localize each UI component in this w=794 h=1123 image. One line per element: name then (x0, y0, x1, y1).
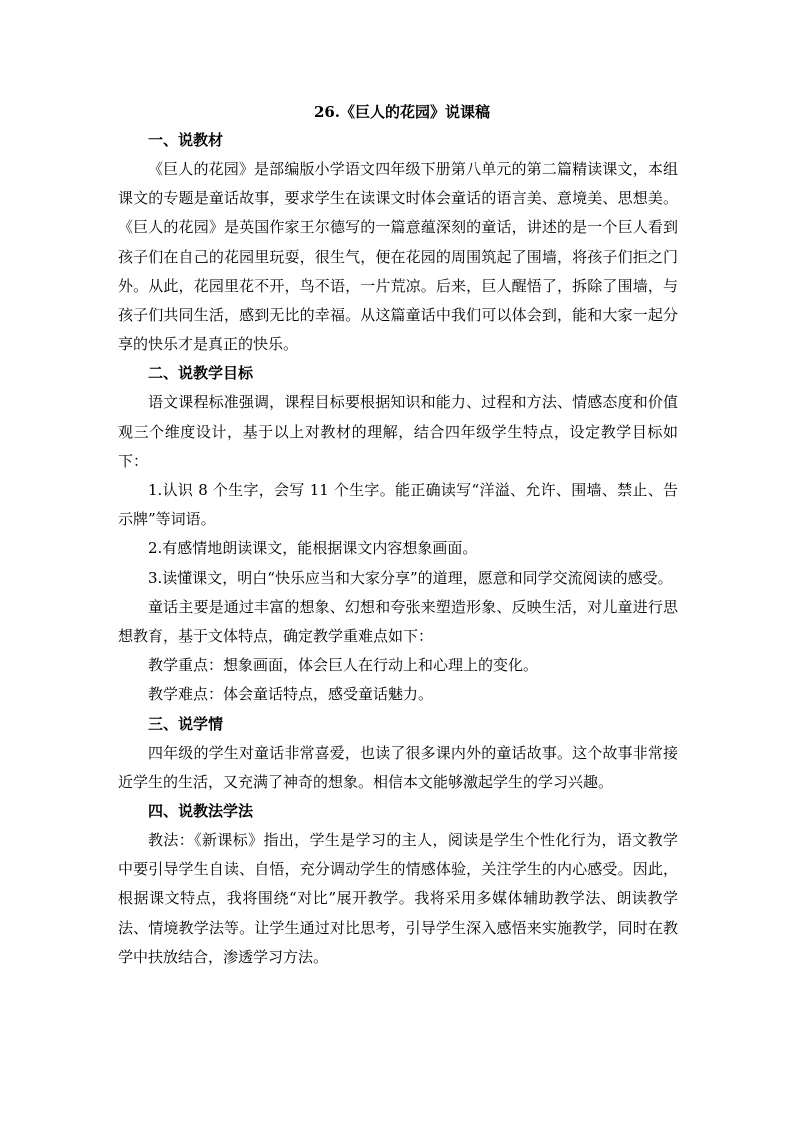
section-heading: 四、说教法学法 (148, 802, 254, 821)
section-textbook (118, 126, 678, 359)
paragraph: 四年级的学生对童话非常喜爱，也读了很多课内外的童话故事。这个故事非常接近学生的生活，又充满了神奇的想象。相信本文能够激起学生的学习兴趣。 (118, 743, 678, 791)
document-page (118, 99, 678, 972)
paragraph: 教法：《新课标》指出，学生是学习的主人，阅读是学生个性化行为，语文教学中要引导学生自读、自悟，充分调动学生的情感体验，关注学生的内心感受。因此，根据课文特点，我将围绕“对比”展开教学。我将采用多媒体辅助教学法、朗读教学法、情境教学法等。让学生通过对比思考，引导学生深入感悟来实施教学，同时在教学中扶放结合，渗透学习方法。 (118, 831, 678, 966)
section-heading: 二、说教学目标 (148, 364, 254, 383)
section-teaching-goals (118, 359, 678, 709)
section-methods (118, 797, 678, 972)
goal-item-1: 1.认识 8 个生字，会写 11 个生字。能正确读写“洋溢、允许、围墙、禁止、告示牌”等词语。 (118, 481, 678, 529)
section-heading: 一、说教材 (148, 131, 224, 149)
section-student-analysis (118, 710, 678, 797)
teaching-key-point: 教学重点：想象画面，体会巨人在行动上和心理上的变化。 (148, 656, 539, 675)
paragraph: 童话主要是通过丰富的想象、幻想和夸张来塑造形象、反映生活，对儿童进行思想教育，基于文体特点，确定教学重难点如下： (118, 597, 678, 646)
paragraph: 《巨人的花园》是部编版小学语文四年级下册第八单元的第二篇精读课文，本组课文的专题是童话故事，要求学生在读课文时体会童话的语言美、意境美、思想美。《巨人的花园》是英国作家王尔德写的一篇意蕴深刻的童话，讲述的是一个巨人看到孩子们在自己的花园里玩耍，很生气，便在花园的周围筑起了围墙，将孩子们拒之门外。从此，花园里花不开，鸟不语，一片荒凉。后来，巨人醒悟了，拆除了围墙，与孩子们共同生活，感到无比的幸福。从这篇童话中我们可以体会到，能和大家一起分享的快乐才是真正的快乐。 (118, 160, 678, 354)
goal-item-2: 2.有感情地朗读课文，能根据课文内容想象画面。 (148, 539, 478, 558)
section-heading: 三、说学情 (148, 714, 224, 733)
paragraph: 语文课程标准强调，课程目标要根据知识和能力、过程和方法、情感态度和价值观三个维度设计，基于以上对教材的理解，结合四年级学生特点，设定教学目标如下： (118, 393, 678, 470)
goal-item-3: 3.读懂课文，明白“快乐应当和大家分享”的道理，愿意和同学交流阅读的感受。 (148, 568, 673, 587)
teaching-difficulty: 教学难点：体会童话特点，感受童话魅力。 (148, 685, 434, 704)
document-title: 26.《巨人的花园》说课稿 (313, 103, 491, 121)
